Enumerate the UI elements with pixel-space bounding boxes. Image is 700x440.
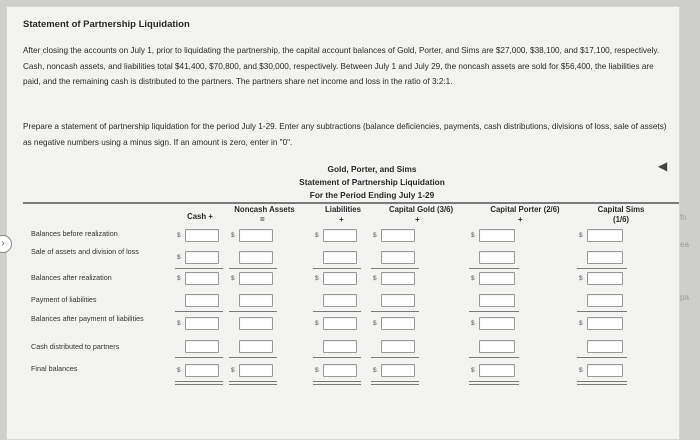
amount-input[interactable] xyxy=(185,272,219,285)
total-underline xyxy=(577,268,627,269)
currency-symbol: $ xyxy=(177,320,181,327)
amount-input[interactable] xyxy=(239,317,273,330)
currency-symbol: $ xyxy=(373,367,377,374)
amount-input[interactable] xyxy=(239,272,273,285)
total-underline xyxy=(469,357,519,358)
amount-input[interactable] xyxy=(323,294,357,307)
row-label: Final balances xyxy=(31,364,78,373)
total-underline xyxy=(229,384,277,385)
total-underline xyxy=(313,268,361,269)
col-sims-ratio: (1/6) xyxy=(612,215,630,224)
amount-input[interactable] xyxy=(479,364,515,377)
amount-input[interactable] xyxy=(587,340,623,353)
currency-symbol: $ xyxy=(315,275,319,282)
amount-input[interactable] xyxy=(323,272,357,285)
currency-symbol: $ xyxy=(579,232,583,239)
col-gold-op: + xyxy=(415,215,420,224)
total-underline xyxy=(371,311,419,312)
amount-input[interactable] xyxy=(479,317,515,330)
problem-page xyxy=(6,6,680,440)
amount-input[interactable] xyxy=(587,229,623,242)
col-cash: Cash + xyxy=(187,212,213,221)
amount-input[interactable] xyxy=(381,294,415,307)
total-underline xyxy=(313,357,361,358)
currency-symbol: $ xyxy=(315,320,319,327)
amount-input[interactable] xyxy=(479,229,515,242)
currency-symbol: $ xyxy=(231,367,235,374)
currency-symbol: $ xyxy=(471,232,475,239)
col-noncash-op: = xyxy=(260,215,265,224)
amount-input[interactable] xyxy=(479,272,515,285)
amount-input[interactable] xyxy=(323,364,357,377)
currency-symbol: $ xyxy=(177,232,181,239)
amount-input[interactable] xyxy=(323,317,357,330)
amount-input[interactable] xyxy=(381,229,415,242)
amount-input[interactable] xyxy=(587,272,623,285)
chevron-right-icon[interactable]: › xyxy=(0,235,12,253)
side-text: pa xyxy=(680,293,689,302)
currency-symbol: $ xyxy=(579,275,583,282)
currency-symbol: $ xyxy=(231,232,235,239)
total-underline xyxy=(313,311,361,312)
amount-input[interactable] xyxy=(239,340,273,353)
amount-input[interactable] xyxy=(381,340,415,353)
cursor-icon: ◀ xyxy=(658,159,668,173)
amount-input[interactable] xyxy=(323,340,357,353)
total-underline xyxy=(371,384,419,385)
total-underline xyxy=(229,381,277,382)
amount-input[interactable] xyxy=(185,251,219,264)
col-sims: Capital Sims xyxy=(597,205,645,214)
amount-input[interactable] xyxy=(185,294,219,307)
amount-input[interactable] xyxy=(185,317,219,330)
total-underline xyxy=(175,268,223,269)
currency-symbol: $ xyxy=(471,367,475,374)
total-underline xyxy=(469,268,519,269)
amount-input[interactable] xyxy=(381,251,415,264)
row-label: Sale of assets and division of loss xyxy=(31,247,139,256)
currency-symbol: $ xyxy=(315,232,319,239)
side-text: ea xyxy=(680,240,689,249)
amount-input[interactable] xyxy=(185,364,219,377)
amount-input[interactable] xyxy=(381,364,415,377)
statement-period: For the Period Ending July 1-29 xyxy=(309,190,435,200)
amount-input[interactable] xyxy=(479,294,515,307)
amount-input[interactable] xyxy=(479,251,515,264)
currency-symbol: $ xyxy=(177,367,181,374)
amount-input[interactable] xyxy=(323,251,357,264)
total-underline xyxy=(229,311,277,312)
amount-input[interactable] xyxy=(381,272,415,285)
currency-symbol: $ xyxy=(177,254,181,261)
currency-symbol: $ xyxy=(177,275,181,282)
total-underline xyxy=(175,357,223,358)
total-underline xyxy=(469,311,519,312)
col-noncash: Noncash Assets xyxy=(234,205,295,214)
amount-input[interactable] xyxy=(185,340,219,353)
amount-input[interactable] xyxy=(587,294,623,307)
currency-symbol: $ xyxy=(231,275,235,282)
col-liabilities-op: + xyxy=(339,215,344,224)
side-text: fo xyxy=(680,213,687,222)
row-label: Balances after payment of liabilities xyxy=(31,314,144,323)
total-underline xyxy=(175,381,223,382)
total-underline xyxy=(469,381,519,382)
total-underline xyxy=(577,311,627,312)
currency-symbol: $ xyxy=(373,275,377,282)
statement-company: Gold, Porter, and Sims xyxy=(327,164,417,174)
row-label: Cash distributed to partners xyxy=(31,342,120,351)
amount-input[interactable] xyxy=(323,229,357,242)
problem-description: After closing the accounts on July 1, prior to liquidating the partnership, the capital account balances of Gold, Porter, and Sims are $27,000, $38,100, and $17,100, respectively. Cash, noncash assets, and liabilities total $41,400, $70,800, and $30,000, respectively. Between July 1 and July 29, the noncash assets are sold for $56,400, the liabilities are paid, and the remaining cash is distributed to the partners. The partners share net income and loss in the ratio of 3:2:1. xyxy=(23,46,660,86)
instructions: Prepare a statement of partnership liquidation for the period July 1-29. Enter any subtractions (balance deficiencies, payments, cash distributions, divisions of loss, sale of assets) as negative numbers using a minus sign. If an amount is zero, enter in "0". xyxy=(23,122,667,147)
total-underline xyxy=(577,384,627,385)
statement-name: Statement of Partnership Liquidation xyxy=(299,177,445,187)
currency-symbol: $ xyxy=(471,320,475,327)
total-underline xyxy=(469,384,519,385)
amount-input[interactable] xyxy=(239,364,273,377)
total-underline xyxy=(371,268,419,269)
currency-symbol: $ xyxy=(471,275,475,282)
amount-input[interactable] xyxy=(239,294,273,307)
total-underline xyxy=(577,381,627,382)
total-underline xyxy=(229,268,277,269)
col-porter: Capital Porter (2/6) xyxy=(490,205,560,214)
row-label: Balances after realization xyxy=(31,273,112,282)
amount-input[interactable] xyxy=(587,251,623,264)
total-underline xyxy=(313,381,361,382)
col-porter-op: + xyxy=(518,215,523,224)
currency-symbol: $ xyxy=(579,367,583,374)
row-label: Payment of liabilities xyxy=(31,295,97,304)
col-liabilities: Liabilities xyxy=(325,205,361,214)
amount-input[interactable] xyxy=(587,317,623,330)
amount-input[interactable] xyxy=(587,364,623,377)
amount-input[interactable] xyxy=(239,229,273,242)
total-underline xyxy=(371,381,419,382)
row-label: Balances before realization xyxy=(31,229,118,238)
amount-input[interactable] xyxy=(381,317,415,330)
currency-symbol: $ xyxy=(315,367,319,374)
currency-symbol: $ xyxy=(579,320,583,327)
page-title: Statement of Partnership Liquidation xyxy=(23,19,190,30)
col-gold: Capital Gold (3/6) xyxy=(388,205,454,214)
header-rule xyxy=(23,202,679,204)
total-underline xyxy=(577,357,627,358)
total-underline xyxy=(229,357,277,358)
amount-input[interactable] xyxy=(185,229,219,242)
total-underline xyxy=(371,357,419,358)
currency-symbol: $ xyxy=(373,232,377,239)
total-underline xyxy=(175,384,223,385)
currency-symbol: $ xyxy=(373,320,377,327)
total-underline xyxy=(175,311,223,312)
amount-input[interactable] xyxy=(479,340,515,353)
amount-input[interactable] xyxy=(239,251,273,264)
total-underline xyxy=(313,384,361,385)
